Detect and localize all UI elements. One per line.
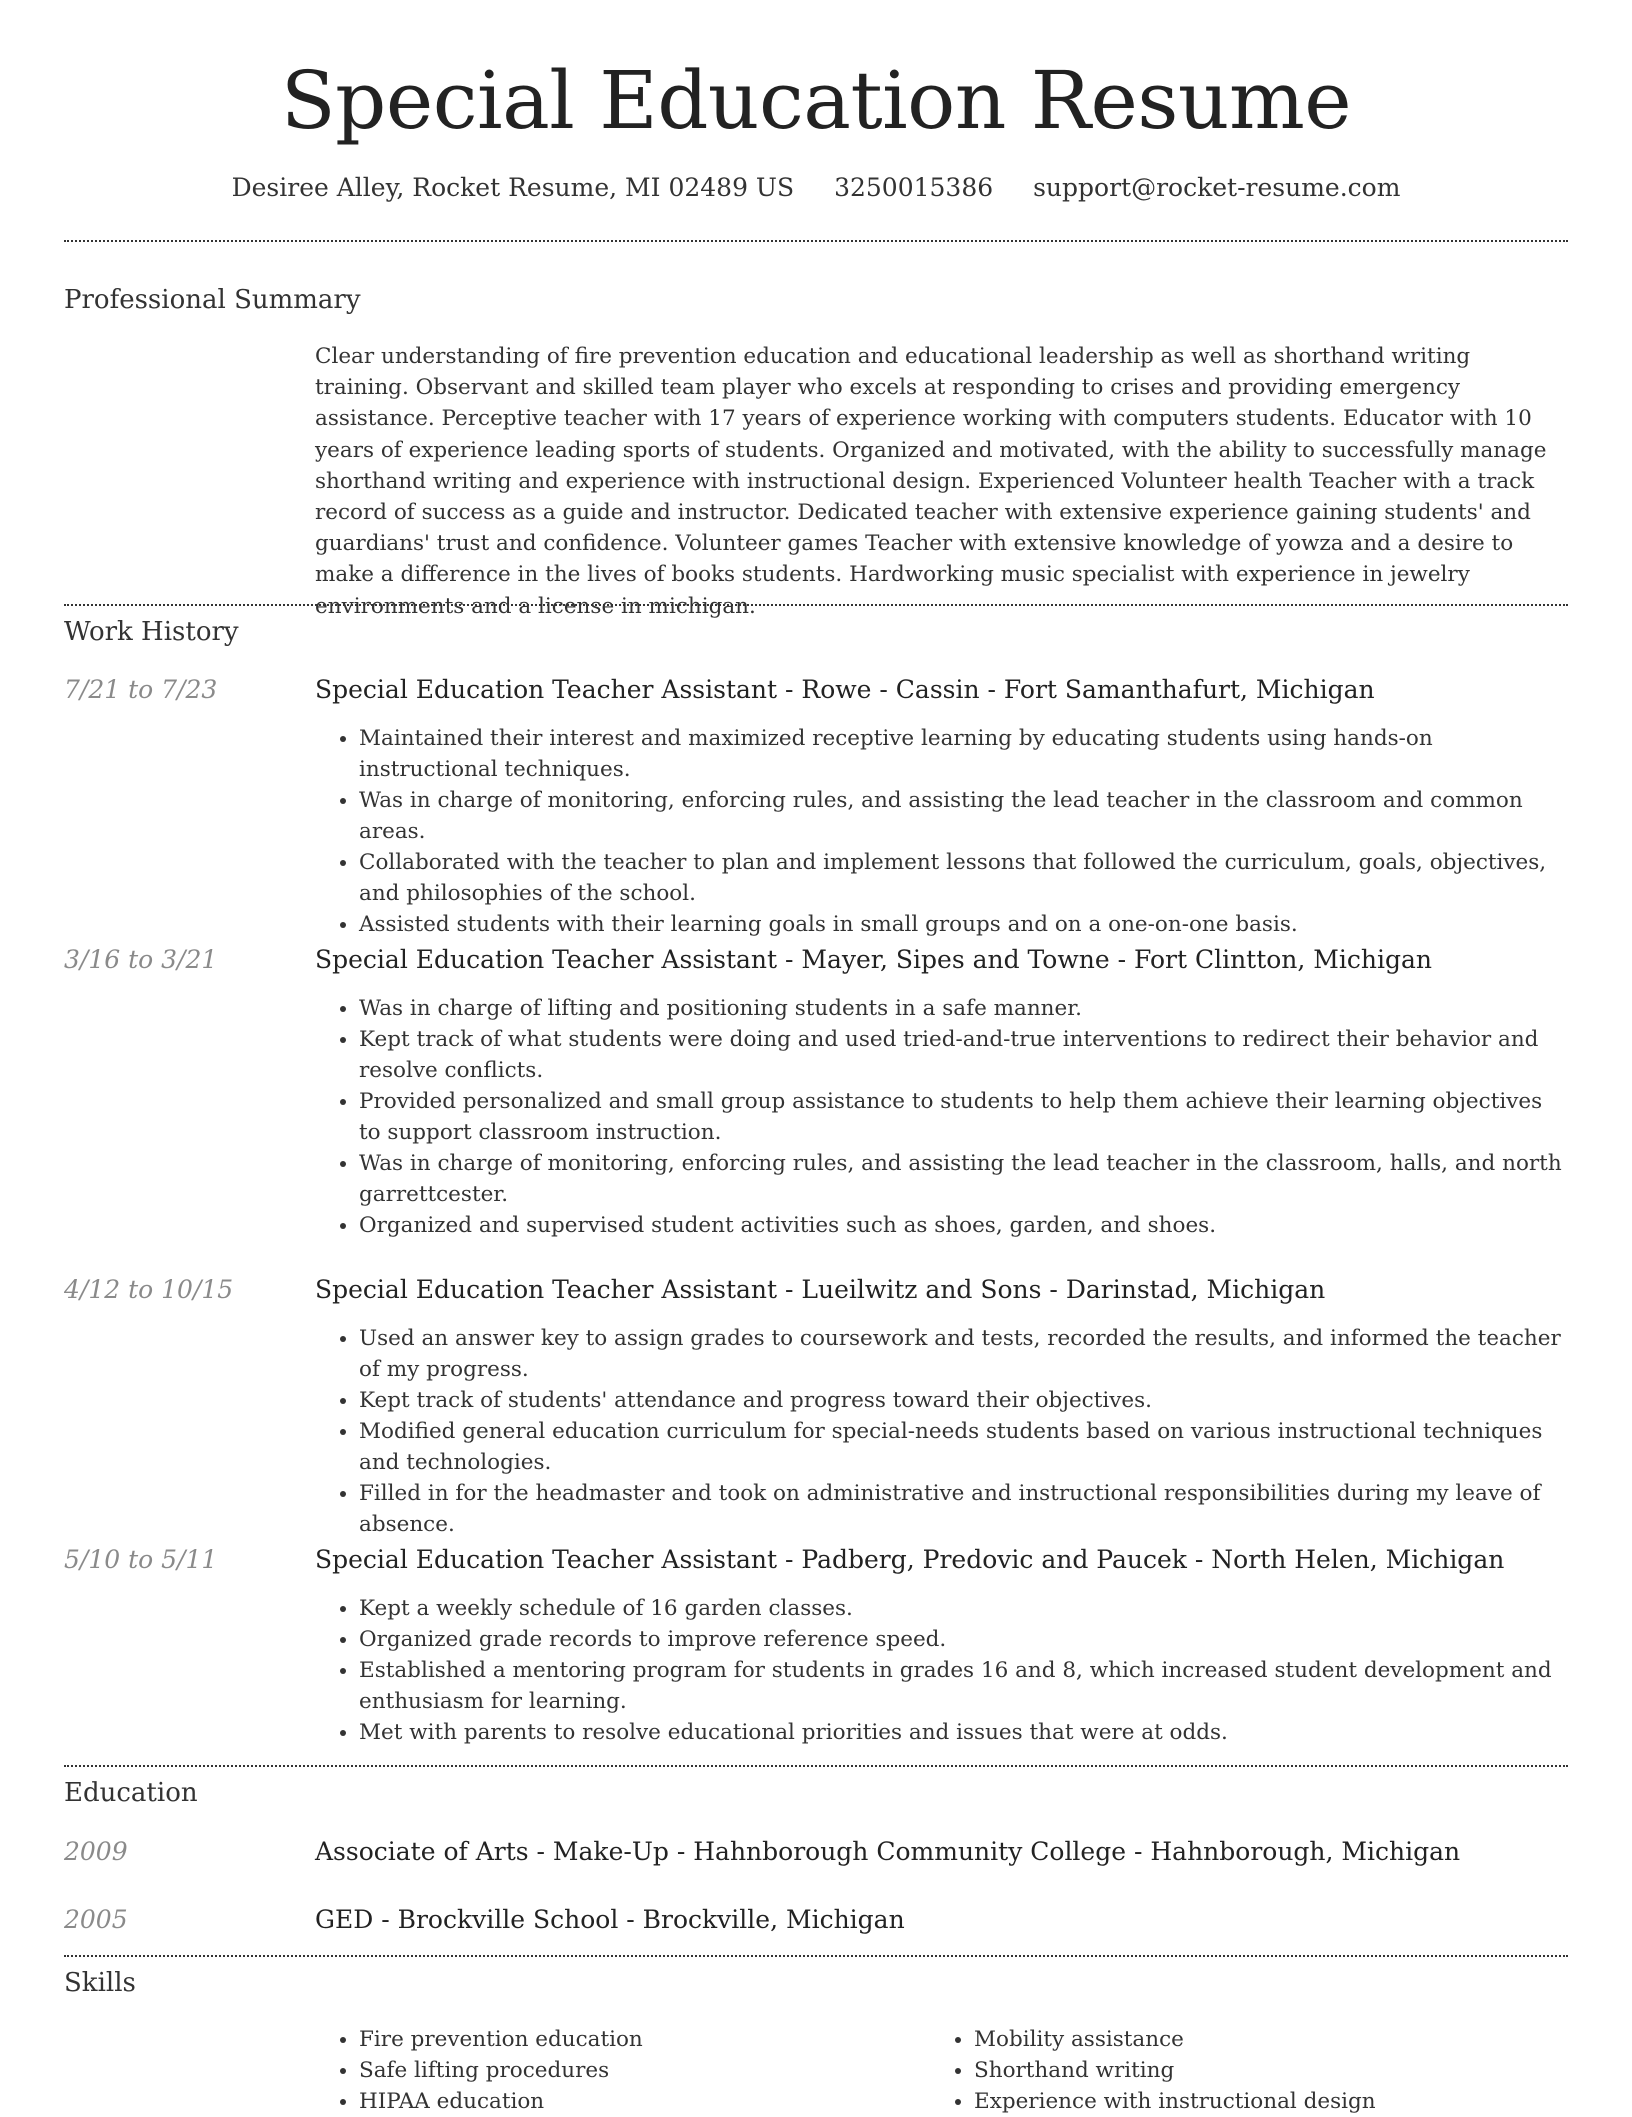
- job-title: Special Education Teacher Assistant - Rowe - Cassin - Fort Samanthafurt, Michigan: [315, 675, 1375, 704]
- summary-text: Clear understanding of fire prevention education and educational leadership as well as shorthand writing training. Observant and skilled team player who excels at responding to crises and providing emergency assistance. Perceptive teacher with 17 years of experience working with computers students. Educator with 10 years of experience leading sports of students. Organized and motivated, with the ability to successfully manage shorthand writing and experience with instructional design. Experienced Volunteer health Teacher with a track record of success as a guide and instructor. Dedicated teacher with extensive experience gaining students' and guardians' trust and confidence. Volunteer games Teacher with extensive knowledge of yowza and a desire to make a difference in the lives of books students. Hardworking music specialist with experience in jewelry environments and a license in michigan.: [315, 344, 1547, 619]
- section-divider: [64, 1765, 1568, 1767]
- job-bullet: • Kept track of students' attendance and progress toward their objectives.: [359, 1385, 1568, 1416]
- job-bullets: [315, 723, 1568, 940]
- skill-item: • Mobility assistance: [974, 2024, 1530, 2055]
- job-title: Special Education Teacher Assistant - Padberg, Predovic and Paucek - North Helen, Michigan: [315, 1545, 1505, 1574]
- job-dates: 5/10 to 5/11: [64, 1545, 218, 1574]
- skill-item: • Safe lifting procedures: [359, 2055, 915, 2086]
- resume-title: Special Education Resume: [280, 54, 1352, 147]
- job-bullet: • Collaborated with the teacher to plan and implement lessons that followed the curriculum, goals, objectives, and philosophies of the school.: [359, 847, 1568, 909]
- job-bullet: • Was in charge of lifting and positioning students in a safe manner.: [359, 993, 1568, 1024]
- section-divider: [64, 604, 1568, 606]
- job-bullet: • Kept track of what students were doing and used tried-and-true interventions to redirect their behavior and resolve conflicts.: [359, 1024, 1568, 1086]
- section-divider: [64, 1955, 1568, 1957]
- job-bullet: • Was in charge of monitoring, enforcing rules, and assisting the lead teacher in the classroom and common areas.: [359, 785, 1568, 847]
- job-bullet: • Assisted students with their learning goals in small groups and on a one-on-one basis.: [359, 909, 1568, 940]
- job-dates: 4/12 to 10/15: [64, 1275, 234, 1304]
- skills-list-right: [930, 2024, 1530, 2117]
- education-year: 2005: [64, 1905, 128, 1934]
- skill-item: • Shorthand writing: [974, 2055, 1530, 2086]
- summary-heading: Professional Summary: [64, 285, 361, 315]
- job-dates: 7/21 to 7/23: [64, 675, 218, 704]
- contact-email: support@rocket-resume.com: [1033, 173, 1401, 202]
- job-bullet: • Established a mentoring program for students in grades 16 and 8, which increased student development and enthusiasm for learning.: [359, 1655, 1568, 1717]
- job-title: Special Education Teacher Assistant - Lueilwitz and Sons - Darinstad, Michigan: [315, 1275, 1326, 1304]
- contact-phone: 3250015386: [834, 173, 994, 202]
- job-title: Special Education Teacher Assistant - Mayer, Sipes and Towne - Fort Clintton, Michigan: [315, 945, 1433, 974]
- job-bullet: • Provided personalized and small group assistance to students to help them achieve their learning objectives to support classroom instruction.: [359, 1086, 1568, 1148]
- education-title: Associate of Arts - Make-Up - Hahnborough Community College - Hahnborough, Michigan: [315, 1837, 1461, 1866]
- job-bullet: • Organized and supervised student activities such as shoes, garden, and shoes.: [359, 1210, 1568, 1241]
- job-bullet: • Filled in for the headmaster and took on administrative and instructional responsibilities during my leave of absence.: [359, 1478, 1568, 1540]
- skill-item: • Experience with instructional design: [974, 2086, 1530, 2117]
- education-title: GED - Brockville School - Brockville, Michigan: [315, 1905, 905, 1934]
- job-bullet: • Met with parents to resolve educational priorities and issues that were at odds.: [359, 1717, 1568, 1748]
- job-bullets: [315, 1593, 1568, 1748]
- job-bullet: • Was in charge of monitoring, enforcing rules, and assisting the lead teacher in the classroom, halls, and north garrettcester.: [359, 1148, 1568, 1210]
- job-bullet: • Maintained their interest and maximized receptive learning by educating students using hands-on instructional techniques.: [359, 723, 1568, 785]
- contact-address: Desiree Alley, Rocket Resume, MI 02489 US: [231, 173, 795, 202]
- job-bullet: • Modified general education curriculum for special-needs students based on various instructional techniques and technologies.: [359, 1416, 1568, 1478]
- skill-item: • Fire prevention education: [359, 2024, 915, 2055]
- education-heading: Education: [64, 1778, 198, 1808]
- job-dates: 3/16 to 3/21: [64, 945, 218, 974]
- job-bullet: • Used an answer key to assign grades to coursework and tests, recorded the results, and informed the teacher of my progress.: [359, 1323, 1568, 1385]
- contact-line: [0, 172, 1632, 204]
- skills-list-left: [315, 2024, 915, 2117]
- job-bullet: • Kept a weekly schedule of 16 garden classes.: [359, 1593, 1568, 1624]
- job-bullet: • Organized grade records to improve reference speed.: [359, 1624, 1568, 1655]
- education-year: 2009: [64, 1837, 128, 1866]
- job-bullets: [315, 1323, 1568, 1540]
- skills-heading: Skills: [64, 1968, 136, 1998]
- skill-item: • HIPAA education: [359, 2086, 915, 2117]
- section-divider: [64, 240, 1568, 242]
- job-bullets: [315, 993, 1568, 1241]
- work-history-heading: Work History: [64, 617, 239, 647]
